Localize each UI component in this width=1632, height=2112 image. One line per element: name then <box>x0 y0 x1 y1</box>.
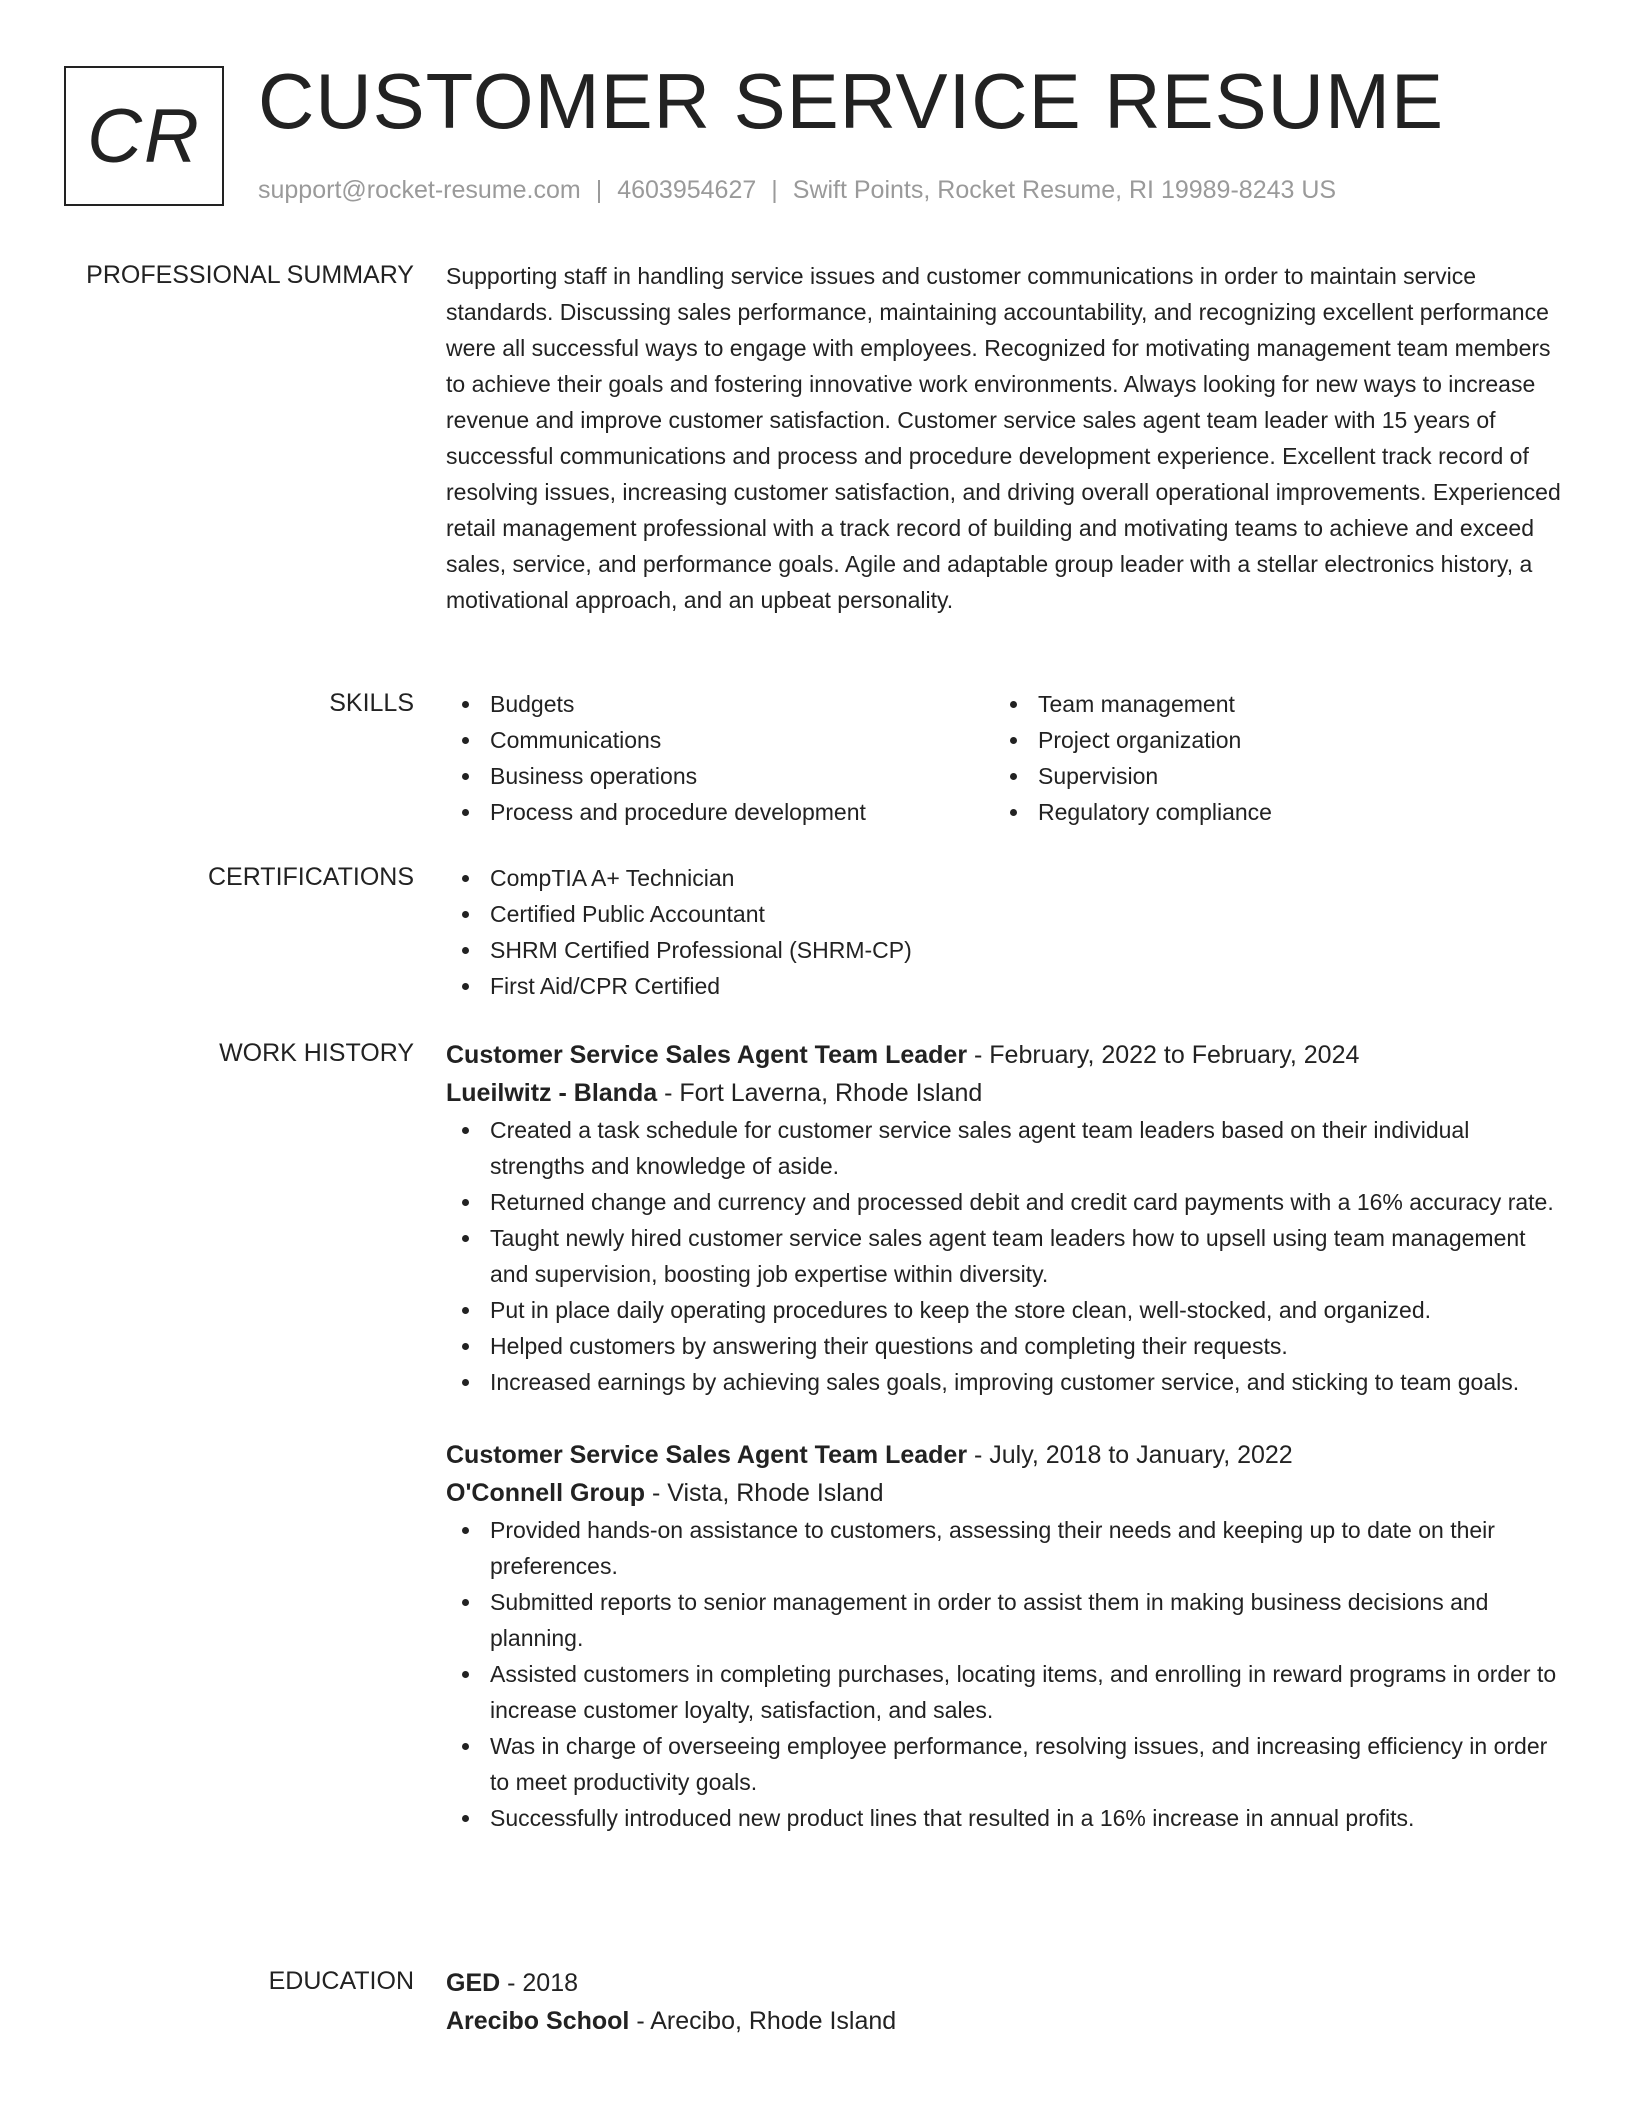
education-year: - 2018 <box>500 1969 579 1997</box>
skill-item: Project organization <box>994 722 1542 758</box>
work-history-body <box>446 1036 1562 1872</box>
skill-item: Regulatory compliance <box>994 794 1542 830</box>
job-entry <box>446 1436 1562 1836</box>
job-duty-item: Provided hands-on assistance to customers, assessing their needs and keeping up to date on their preferences. <box>446 1512 1562 1584</box>
job-title: Customer Service Sales Agent Team Leader <box>446 1441 968 1469</box>
job-dates: - July, 2018 to January, 2022 <box>967 1441 1293 1469</box>
education-degree-line <box>446 1964 1562 2002</box>
job-company: Lueilwitz - Blanda <box>446 1079 658 1107</box>
job-duty-item: Created a task schedule for customer service sales agent team leaders based on their individual strengths and knowledge of aside. <box>446 1112 1562 1184</box>
contact-line <box>258 174 1336 206</box>
job-duty-item: Helped customers by answering their questions and completing their requests. <box>446 1328 1562 1364</box>
section-label-skills: SKILLS <box>329 689 414 717</box>
section-label-summary: PROFESSIONAL SUMMARY <box>86 261 414 289</box>
summary-text: Supporting staff in handling service issues and customer communications in order to maintain service standards. Discussing sales performance, maintaining accountability, and recognizing excellent performance were all successful ways to engage with employees. Recognized for motivating management team members to achieve their goals and fostering innovative work environments. Always looking for new ways to increase revenue and improve customer satisfaction. Customer service sales agent team leader with 15 years of successful communications and process and procedure development experience. Excellent track record of resolving issues, increasing customer satisfaction, and driving overall operational improvements. Experienced retail management professional with a track record of building and motivating teams to achieve and exceed sales, service, and performance goals. Agile and adaptable group leader with a stellar electronics history, a motivational approach, and an upbeat personality. <box>446 263 1561 613</box>
education-school-line <box>446 2002 1562 2040</box>
skill-item: Team management <box>994 686 1542 722</box>
education-school: Arecibo School <box>446 2007 630 2035</box>
education-location: - Arecibo, Rhode Island <box>629 2007 897 2035</box>
section-label-certifications: CERTIFICATIONS <box>207 863 414 891</box>
certification-item: SHRM Certified Professional (SHRM-CP) <box>446 932 1562 968</box>
contact-separator: | <box>771 176 778 204</box>
education-degree: GED <box>446 1969 501 1997</box>
page-title: CUSTOMER SERVICE RESUME <box>258 57 1444 145</box>
education-body <box>446 1964 1562 2040</box>
job-duty-item: Increased earnings by achieving sales goals, improving customer service, and sticking to team goals. <box>446 1364 1562 1400</box>
certifications-body <box>446 860 1562 1004</box>
job-title-line <box>446 1036 1562 1074</box>
monogram-logo: CR <box>64 66 224 206</box>
job-company-line <box>446 1074 1562 1112</box>
contact-address: Swift Points, Rocket Resume, RI 19989-8243 US <box>792 176 1337 204</box>
job-duty-item: Put in place daily operating procedures to keep the store clean, well-stocked, and organized. <box>446 1292 1562 1328</box>
job-duty-item: Assisted customers in completing purchases, locating items, and enrolling in reward programs in order to increase customer loyalty, satisfaction, and sales. <box>446 1656 1562 1728</box>
contact-email: support@rocket-resume.com <box>258 176 581 204</box>
job-location: - Fort Laverna, Rhode Island <box>657 1079 983 1107</box>
job-duty-item: Taught newly hired customer service sales agent team leaders how to upsell using team management and supervision, boosting job expertise within diversity. <box>446 1220 1562 1292</box>
job-duty-item: Returned change and currency and processed debit and credit card payments with a 16% accuracy rate. <box>446 1184 1562 1220</box>
section-label-education: EDUCATION <box>268 1967 414 1995</box>
contact-separator: | <box>595 176 603 204</box>
certification-item: First Aid/CPR Certified <box>446 968 1562 1004</box>
contact-phone: 4603954627 <box>617 176 757 204</box>
job-company: O'Connell Group <box>446 1479 645 1507</box>
job-company-line <box>446 1474 1562 1512</box>
skill-item: Communications <box>446 722 994 758</box>
skill-item: Supervision <box>994 758 1542 794</box>
job-dates: - February, 2022 to February, 2024 <box>967 1041 1360 1069</box>
job-duty-item: Submitted reports to senior management in order to assist them in making business decisions and planning. <box>446 1584 1562 1656</box>
skills-list <box>446 686 1562 830</box>
summary-body <box>446 258 1562 618</box>
job-duty-item: Successfully introduced new product lines that resulted in a 16% increase in annual profits. <box>446 1800 1562 1836</box>
skills-column-right <box>994 686 1542 830</box>
job-entry <box>446 1036 1562 1400</box>
section-label-work-history: WORK HISTORY <box>219 1039 414 1067</box>
job-duty-item: Was in charge of overseeing employee performance, resolving issues, and increasing efficiency in order to meet productivity goals. <box>446 1728 1562 1800</box>
certification-item: CompTIA A+ Technician <box>446 860 1562 896</box>
skill-item: Business operations <box>446 758 994 794</box>
certifications-list <box>446 860 1562 1004</box>
job-title-line <box>446 1436 1562 1474</box>
job-duties-list <box>446 1112 1562 1400</box>
skills-column-left <box>446 686 994 830</box>
job-location: - Vista, Rhode Island <box>645 1479 884 1507</box>
job-title: Customer Service Sales Agent Team Leader <box>446 1041 968 1069</box>
skill-item: Budgets <box>446 686 994 722</box>
skill-item: Process and procedure development <box>446 794 994 830</box>
certification-item: Certified Public Accountant <box>446 896 1562 932</box>
job-duties-list <box>446 1512 1562 1836</box>
